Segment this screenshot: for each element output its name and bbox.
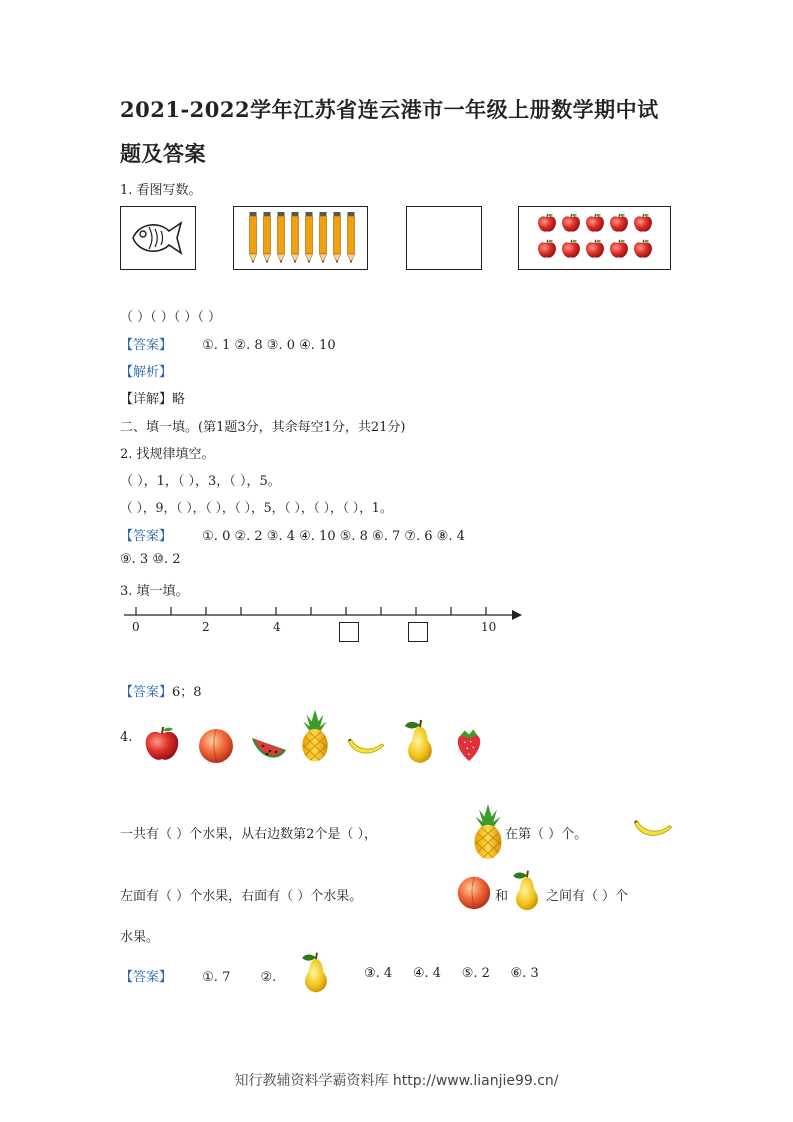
pear-icon — [297, 950, 335, 996]
strawberry-icon — [458, 730, 480, 761]
q1-detail: 略 — [172, 392, 186, 407]
peach-icon — [455, 873, 493, 911]
q4-text3: 水果。 — [120, 930, 160, 945]
answer-box — [339, 622, 359, 642]
analysis-tag: 【解析】 — [120, 365, 173, 380]
answer-tag: 【答案】 — [120, 529, 173, 544]
banana-icon — [348, 739, 383, 753]
footer: 知行教辅资料学霸资料库 http://www.lianjie99.cn/ — [234, 1073, 559, 1089]
q4-ans1: ①. 7 — [202, 970, 231, 985]
pencil-icon — [234, 207, 367, 269]
pineapple-icon — [302, 710, 328, 762]
q2-answers-cont: ⑨. 3 ⑩. 2 — [120, 552, 181, 567]
fish-icon — [121, 207, 195, 269]
pear-icon — [405, 720, 432, 763]
apple-icon — [146, 727, 179, 760]
q3-answer-row — [120, 681, 202, 700]
apples-box — [518, 206, 671, 270]
q2-answers: ①. 0 ②. 2 ③. 4 ④. 10 ⑤. 8 ⑥. 7 ⑦. 6 ⑧. 4 — [202, 529, 465, 544]
number-line — [120, 603, 530, 648]
fish-box — [120, 206, 196, 270]
q4-text1b: 在第（ ）个。 — [505, 827, 588, 842]
pencils-box — [233, 206, 368, 270]
q4-ans2: ②. — [260, 970, 277, 985]
q4-ans-rest: ③. 4 ④. 4 ⑤. 2 ⑥. 3 — [364, 966, 539, 981]
tick-label: 4 — [273, 620, 281, 634]
detail-tag: 【详解】 — [120, 392, 173, 407]
pineapple-icon — [470, 800, 506, 862]
section-2-heading: 二、填一填。(第1题3分，其余每空1分，共21分) — [120, 420, 406, 435]
q4-answer-row — [120, 966, 276, 985]
q1-label: 1. 看图写数。 — [120, 183, 202, 198]
page-title: 2021-2022学年江苏省连云港市一年级上册数学期中试题及答案 — [120, 97, 659, 166]
answer-tag: 【答案】 — [120, 338, 173, 353]
q2-row2: （ ），9，（ ），（ ），（ ），5，（ ），（ ），（ ），1。 — [120, 500, 393, 515]
q1-answers: ①. 1 ②. 8 ③. 0 ④. 10 — [202, 338, 336, 353]
fruit-row — [140, 705, 500, 770]
q2-answer-row — [120, 525, 465, 544]
tick-label: 2 — [202, 620, 210, 634]
q2-label: 2. 找规律填空。 — [120, 447, 215, 462]
q2-row1: （ ），1，（ ），3，（ ），5。 — [120, 474, 281, 489]
banana-icon — [632, 815, 674, 845]
tick-label: 0 — [132, 620, 140, 634]
q1-answer-row — [120, 334, 336, 353]
apple-icon — [519, 207, 670, 269]
q4-text2b: 和 — [495, 889, 509, 904]
q1-detail-row — [120, 388, 185, 407]
tick-label: 10 — [481, 620, 497, 634]
q4-text1a: 一共有（ ）个水果，从右边数第2个是（ ）， — [120, 827, 378, 842]
q4-label: 4. — [120, 730, 133, 745]
q3-label: 3. 填一填。 — [120, 584, 189, 599]
q3-answer: 6；8 — [172, 685, 202, 700]
watermelon-icon — [252, 738, 286, 758]
empty-box — [406, 206, 482, 270]
answer-box — [408, 622, 428, 642]
answer-tag: 【答案】 — [120, 685, 173, 700]
q1-blanks: （ ）（ ）（ ）（ ） — [120, 310, 222, 325]
pear-icon — [508, 868, 546, 914]
peach-icon — [199, 729, 233, 763]
q4-text2a: 左面有（ ）个水果，右面有（ ）个水果。 — [120, 889, 363, 904]
q4-text2c: 之间有（ ）个 — [546, 889, 629, 904]
answer-tag: 【答案】 — [120, 970, 173, 985]
